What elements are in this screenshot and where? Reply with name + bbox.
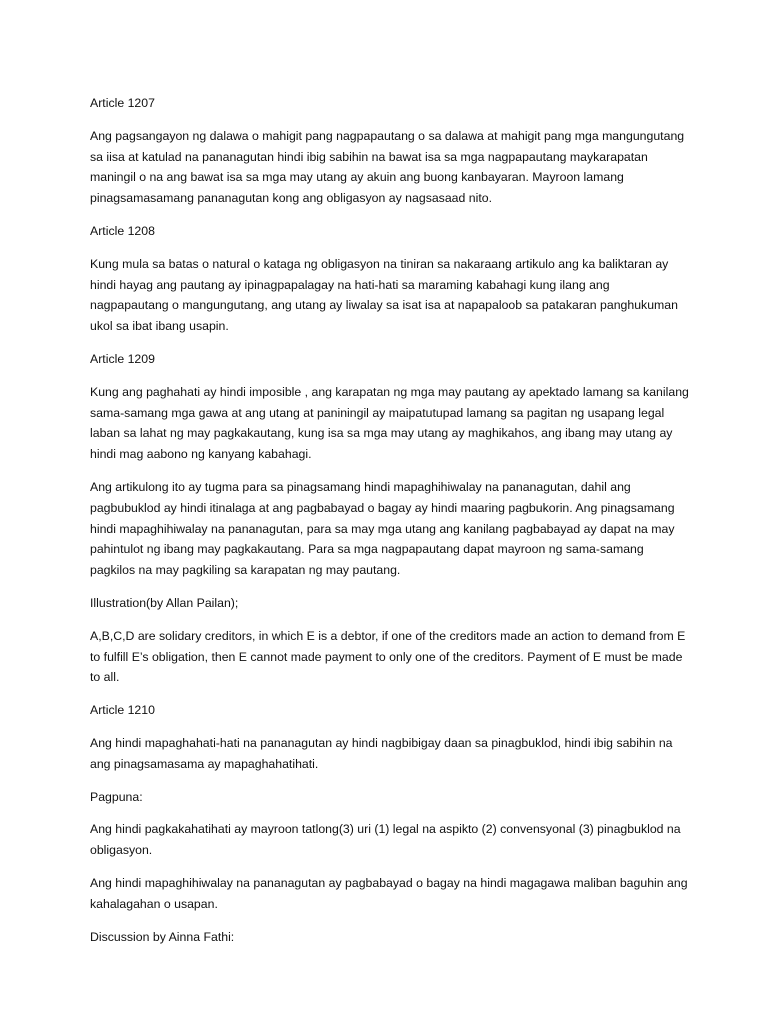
article-1210-heading: Article 1210 [90, 703, 155, 718]
document-page [90, 93, 690, 959]
article-1207-text: Ang pagsangayon ng dalawa o mahigit pang nagpapautang o sa dalawa at mahigit pang mga mangungutang sa iisa at katulad na pananagutan hindi ibig sabihin na bawat isa sa mga nagpapautang maykarapatan maningil o na ang bawat isa sa mga may utang ay akuin ang buong kanbayaran. Mayroon lamang pinagsamasamang pananagutan kong ang obligasyon ay nagsasaad nito. [90, 128, 685, 206]
article-1209-commentary: Ang artikulong ito ay tugma para sa pinagsamang hindi mapaghihiwalay na pananagutan, dahil ang pagbubuklod ay hindi itinalaga at ang pagbabayad o bagay ay hindi maaring pagbukorin. Ang pinagsamang hindi mapaghihiwalay na pananagutan, para sa may mga utang ang kanilang pagbabayad ay dapat na may pahintulot ng ibang may pagkakautang. Para sa mga nagpapautang dapat mayroon ng sama-samang pagkilos na may pagkiling sa karapatan ng may pautang. [90, 479, 675, 578]
article-1209-heading: Article 1209 [90, 351, 155, 366]
article-1210-text: Ang hindi mapaghahati-hati na pananagutan ay hindi nagbibigay daan sa pinagbuklod, hindi ibig sabihin na ang pinagsamasama ay mapaghahatihati. [90, 735, 673, 771]
pagpuna-text-1: Ang hindi pagkakahatihati ay mayroon tatlong(3) uri (1) legal na aspikto (2) convensyonal (3) pinagbuklod na obligasyon. [90, 822, 681, 858]
discussion-heading: Discussion by Ainna Fathi: [90, 929, 235, 944]
article-1208-text: Kung mula sa batas o natural o kataga ng obligasyon na tiniran sa nakaraang artikulo ang ka baliktaran ay hindi hayag ang pautang ay ipinagpapalagay na hati-hati sa maraming kabahagi kung ilang ang nagpapautang o mangungutang, ang utang ay liwalay sa isat isa at napapaloob sa patakaran panghukuman ukol sa ibat ibang usapin. [90, 256, 678, 334]
pagpuna-heading: Pagpuna: [90, 789, 143, 804]
article-1209-text: Kung ang paghahati ay hindi imposible , ang karapatan ng mga may pautang ay apektado lamang sa kanilang sama-samang mga gawa at ang utang at paniningil ay maipatutupad lamang sa pagitan ng usapang legal laban sa lahat ng may pagkakautang, kung isa sa mga may utang ay maghikahos, ang ibang may utang ay hindi mag aabono ng kanyang kabahagi. [90, 384, 689, 462]
article-1207-heading: Article 1207 [90, 96, 155, 110]
pagpuna-text-2: Ang hindi mapaghihiwalay na pananagutan ay pagbabayad o bagay na hindi magagawa maliban baguhin ang kahalagahan o usapan. [90, 875, 688, 911]
illustration-heading: Illustration(by Allan Pailan); [90, 595, 239, 610]
article-1208-heading: Article 1208 [90, 223, 155, 238]
illustration-text: A,B,C,D are solidary creditors, in which E is a debtor, if one of the creditors made an action to demand from E to fulfill E’s obligation, then E cannot made payment to only one of the creditors. Payment of E must be made to all. [90, 628, 686, 685]
